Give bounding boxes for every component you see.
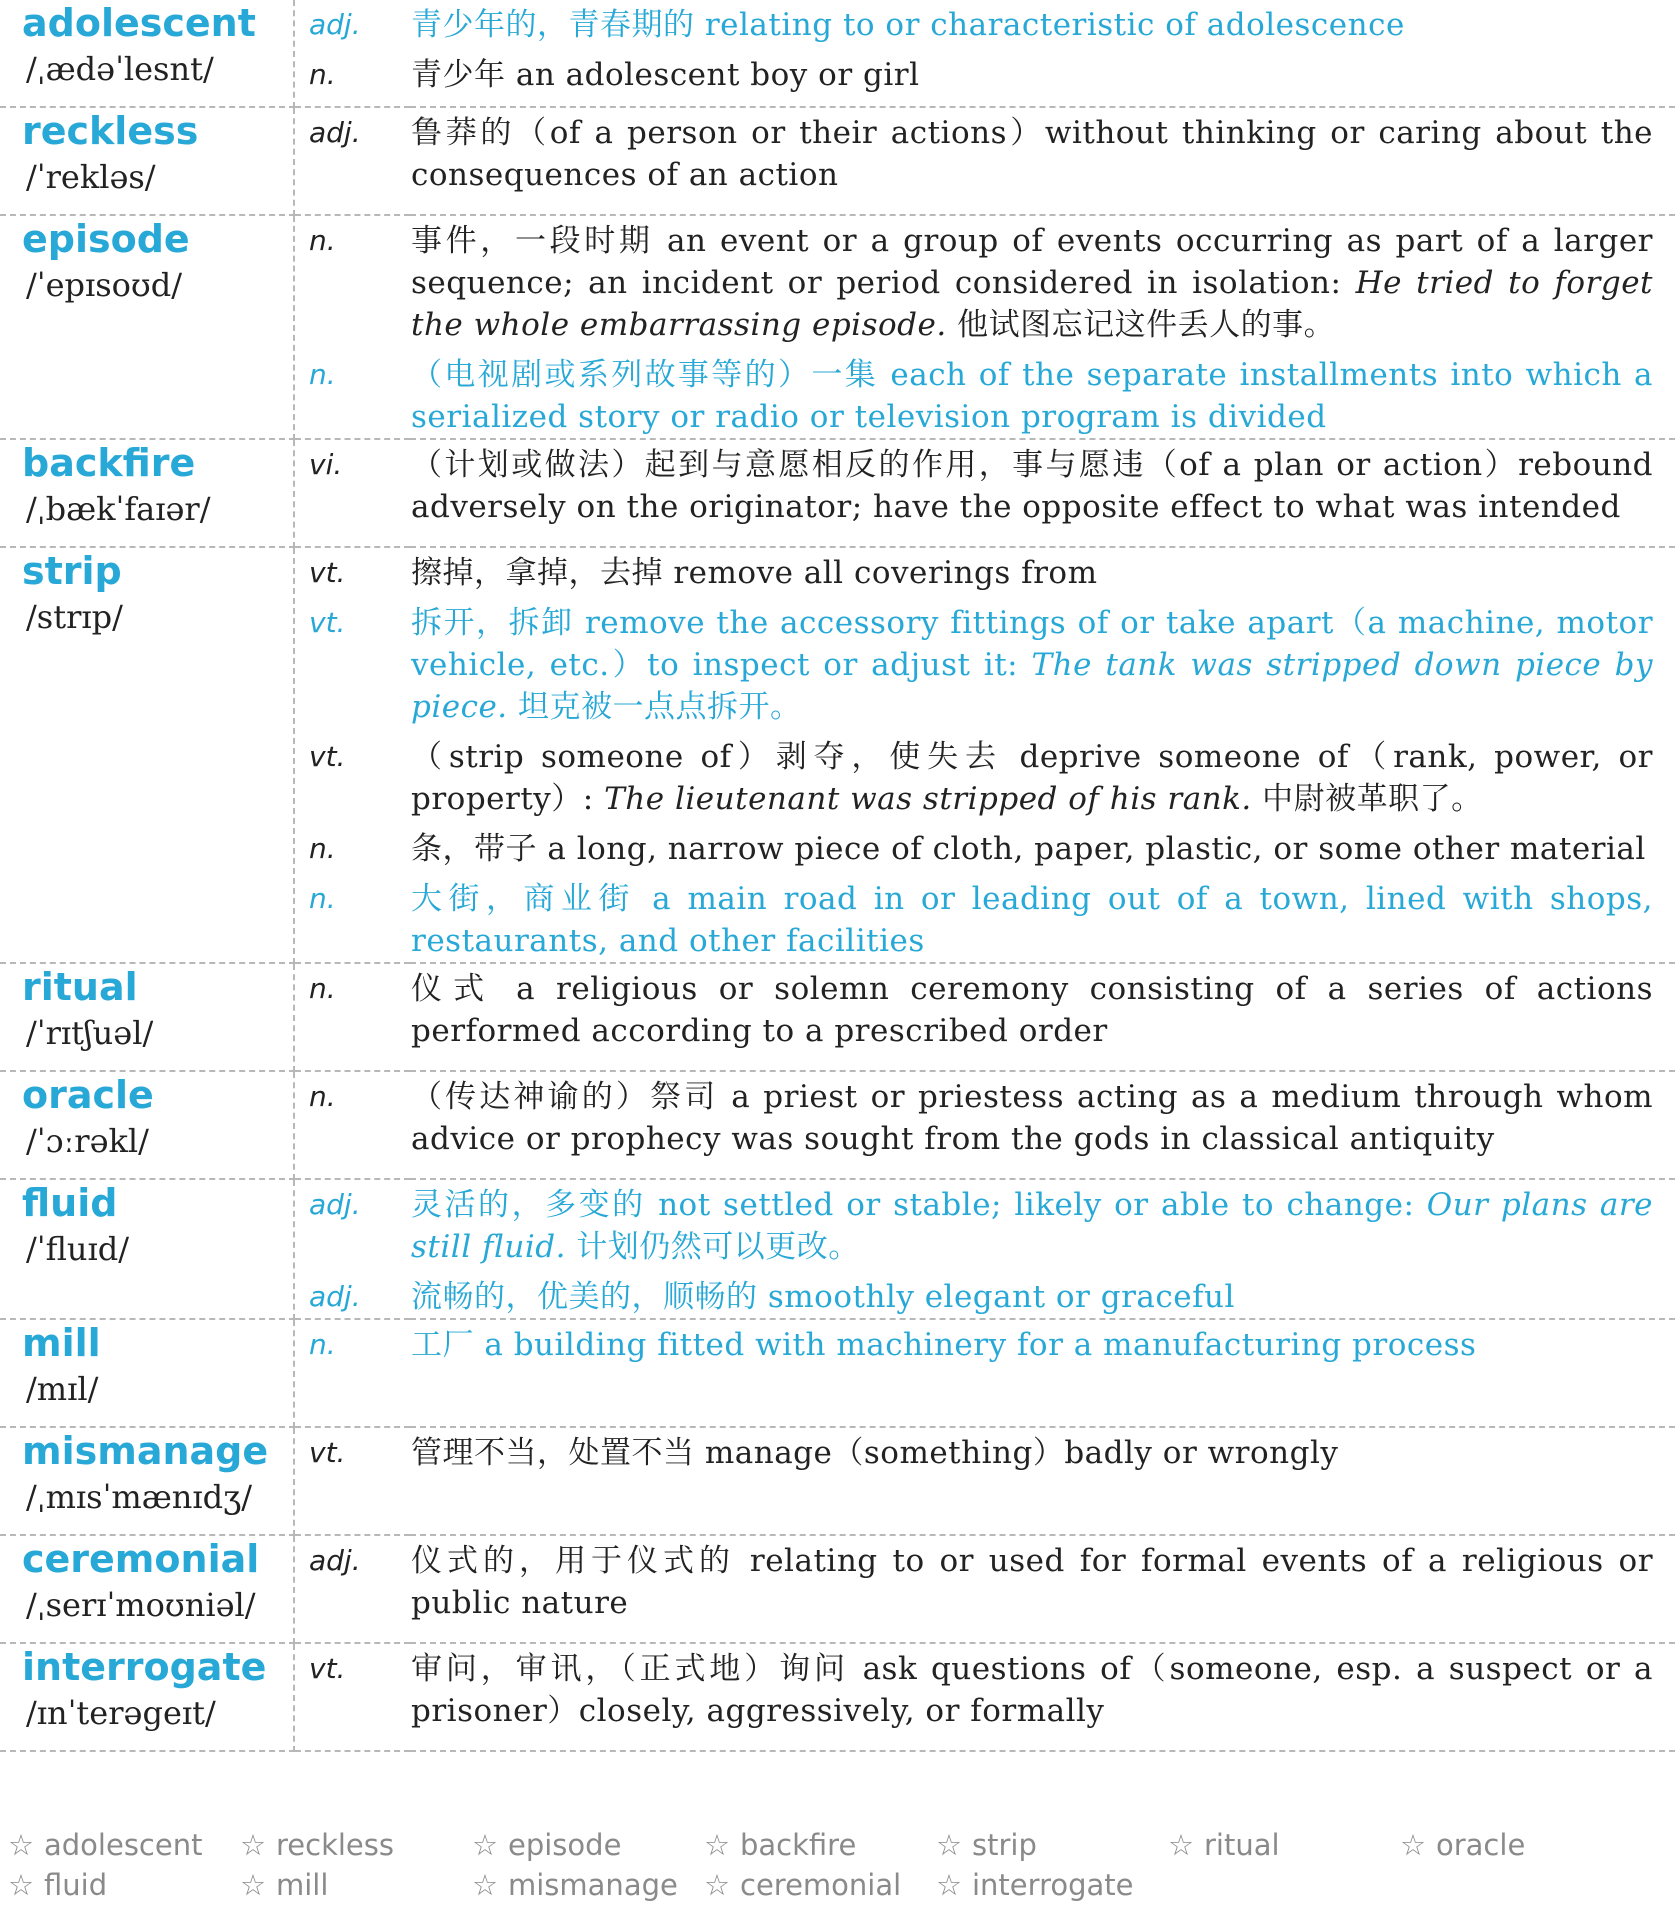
checklist-word: fluid [44, 1868, 108, 1902]
definition [411, 878, 1675, 962]
part-of-speech: vt. [309, 1652, 346, 1685]
checklist-word: adolescent [44, 1828, 203, 1862]
part-of-speech: vt. [309, 556, 346, 589]
definition-text: 流畅的，优美的，顺畅的 smoothly elegant or graceful [411, 1279, 1235, 1315]
definition-text: （计划或做法）起到与意愿相反的作用，事与愿违（of a plan or action）rebound adversely on the originator; have the opposite effect to what was intended [411, 447, 1654, 525]
phonetic: /ˈepɪsoʊd/ [26, 266, 183, 304]
checklist-word: reckless [276, 1828, 394, 1862]
definition [411, 968, 1675, 1052]
definition-text: （传达神谕的）祭司 a priest or priestess acting as a medium through whom advice or prophecy was sought from the gods in classical antiquity [411, 1079, 1654, 1157]
checklist-row [0, 1828, 1675, 1868]
checklist-word: episode [508, 1828, 622, 1862]
entry-row [0, 439, 1675, 547]
definition [411, 354, 1675, 438]
example-sentence: The tank was stripped down piece by piece. [411, 647, 1653, 725]
definition-text: 大街，商业街 a main road in or leading out of a town, lined with shops, restaurants, and other facilities [411, 881, 1654, 959]
star-icon: ☆ [704, 1868, 730, 1902]
definition-text: （strip someone of）剥夺，使失去 deprive someone of（rank, power, or property）: [411, 739, 1654, 817]
definition [411, 736, 1675, 820]
definition [411, 220, 1675, 346]
entry-row [0, 107, 1675, 215]
definition-text: 仪式 a religious or solemn ceremony consisting of a series of actions performed according to a prescribed order [411, 971, 1654, 1049]
part-of-speech: vi. [309, 448, 343, 481]
headword-cell [0, 1535, 294, 1643]
phonetic: /ˈfluɪd/ [26, 1230, 130, 1268]
sense [295, 108, 1675, 196]
part-of-speech: vt. [309, 606, 346, 639]
checklist-word: backfire [740, 1828, 857, 1862]
sense [295, 602, 1675, 728]
headword: mill [22, 1321, 101, 1365]
senses-cell [294, 215, 1675, 439]
part-of-speech: n. [309, 972, 336, 1005]
sense [295, 1276, 1675, 1318]
definition [411, 1276, 1675, 1318]
headword-cell [0, 0, 294, 107]
entry-row [0, 547, 1675, 963]
star-icon: ☆ [240, 1828, 266, 1862]
headword-cell [0, 1179, 294, 1319]
checklist-item[interactable] [8, 1868, 107, 1902]
definition-text: 仪式的，用于仪式的 relating to or used for formal events of a religious or public nature [411, 1543, 1654, 1621]
headword-cell [0, 1427, 294, 1535]
headword: reckless [22, 109, 199, 153]
phonetic: /mɪl/ [26, 1370, 99, 1408]
checklist-row [0, 1868, 1675, 1908]
sense [295, 1644, 1675, 1732]
definition [411, 552, 1675, 594]
star-icon: ☆ [1400, 1828, 1426, 1862]
part-of-speech: vt. [309, 1436, 346, 1469]
phonetic: /ˌmɪsˈmænɪdʒ/ [26, 1478, 252, 1516]
definition-text: 擦掉，拿掉，去掉 remove all coverings from [411, 555, 1098, 591]
checklist-word: ritual [1204, 1828, 1280, 1862]
senses-cell [294, 963, 1675, 1071]
sense [295, 216, 1675, 346]
star-icon: ☆ [240, 1868, 266, 1902]
senses-cell [294, 1427, 1675, 1535]
entry-row [0, 0, 1675, 107]
headword: backfire [22, 441, 196, 485]
phonetic: /ˈrekləs/ [26, 158, 156, 196]
headword: episode [22, 217, 190, 261]
definition [411, 602, 1675, 728]
part-of-speech: adj. [309, 1544, 361, 1577]
definition-text: 鲁莽的（of a person or their actions）without thinking or caring about the consequences of an action [411, 115, 1654, 193]
headword: ceremonial [22, 1537, 260, 1581]
sense [295, 440, 1675, 528]
definition-text: 青少年 an adolescent boy or girl [411, 57, 920, 93]
sense [295, 1536, 1675, 1624]
word-checklist [0, 1828, 1675, 1908]
definition-text: 审问，审讯，（正式地）询问 ask questions of（someone, esp. a suspect or a prisoner）closely, aggressively, or formally [411, 1651, 1654, 1729]
headword: fluid [22, 1181, 118, 1225]
star-icon: ☆ [8, 1868, 34, 1902]
senses-cell [294, 439, 1675, 547]
star-icon: ☆ [1168, 1828, 1194, 1862]
senses-cell [294, 0, 1675, 107]
sense [295, 878, 1675, 962]
star-icon: ☆ [704, 1828, 730, 1862]
senses-cell [294, 1319, 1675, 1427]
example-translation: 坦克被一点点拆开。 [518, 689, 802, 725]
star-icon: ☆ [472, 1828, 498, 1862]
definition-text: （电视剧或系列故事等的）一集 each of the separate installments into which a serialized story or radio or television program is divided [411, 357, 1654, 435]
definition [411, 1540, 1675, 1624]
headword-cell [0, 547, 294, 963]
phonetic: /ˈɔːrəkl/ [26, 1122, 149, 1160]
example-sentence: The lieutenant was stripped of his rank. [604, 781, 1252, 817]
sense [295, 0, 1675, 46]
headword: adolescent [22, 1, 256, 45]
sense [295, 1428, 1675, 1474]
checklist-item[interactable] [240, 1828, 394, 1862]
definition-text: 管理不当，处置不当 manage（something）badly or wrongly [411, 1435, 1339, 1471]
sense [295, 736, 1675, 820]
senses-cell [294, 547, 1675, 963]
sense [295, 964, 1675, 1052]
phonetic: /strɪp/ [26, 598, 123, 636]
phonetic: /ɪnˈterəgeɪt/ [26, 1694, 216, 1732]
part-of-speech: n. [309, 882, 336, 915]
headword: mismanage [22, 1429, 269, 1473]
senses-cell [294, 1071, 1675, 1179]
sense [295, 1320, 1675, 1366]
entry-row [0, 1319, 1675, 1427]
example-translation: 中尉被革职了。 [1262, 781, 1483, 817]
example-translation: 计划仍然可以更改。 [576, 1229, 860, 1265]
senses-cell [294, 107, 1675, 215]
headword: oracle [22, 1073, 154, 1117]
part-of-speech: n. [309, 832, 336, 865]
star-icon: ☆ [8, 1828, 34, 1862]
sense [295, 54, 1675, 96]
checklist-item[interactable] [8, 1828, 202, 1862]
headword-cell [0, 107, 294, 215]
headword: strip [22, 549, 122, 593]
senses-cell [294, 1643, 1675, 1751]
definition [411, 444, 1675, 528]
checklist-word: oracle [1436, 1828, 1526, 1862]
entry-row [0, 1427, 1675, 1535]
part-of-speech: vt. [309, 740, 346, 773]
sense [295, 828, 1675, 870]
example-sentence: He tried to forget the whole embarrassing episode. [411, 265, 1654, 343]
definition [411, 54, 1675, 96]
star-icon: ☆ [936, 1828, 962, 1862]
checklist-word: interrogate [972, 1868, 1134, 1902]
definition [411, 1076, 1675, 1160]
checklist-item[interactable] [704, 1828, 856, 1862]
checklist-item[interactable] [936, 1828, 1037, 1862]
phonetic: /ˌbækˈfaɪər/ [26, 490, 211, 528]
sense [295, 1072, 1675, 1160]
headword-cell [0, 1071, 294, 1179]
entry-row [0, 1643, 1675, 1751]
example-sentence: Our plans are still fluid. [411, 1187, 1654, 1265]
checklist-word: strip [972, 1828, 1037, 1862]
definition-text: 青少年的，青春期的 relating to or characteristic of adolescence [411, 7, 1405, 43]
definition [411, 1648, 1675, 1732]
headword-cell [0, 1319, 294, 1427]
checklist-item[interactable] [936, 1868, 1133, 1902]
definition [411, 112, 1675, 196]
headword-cell [0, 963, 294, 1071]
entry-row [0, 1535, 1675, 1643]
definition-text: 条，带子 a long, narrow piece of cloth, paper, plastic, or some other material [411, 831, 1646, 867]
headword-cell [0, 1643, 294, 1751]
definition-text: 事件，一段时期 an event or a group of events occurring as part of a larger sequence; an incident or period considered in isolation: [411, 223, 1654, 301]
checklist-word: ceremonial [740, 1868, 902, 1902]
headword: interrogate [22, 1645, 267, 1689]
star-icon: ☆ [472, 1868, 498, 1902]
definition-text: 工厂 a building fitted with machinery for a manufacturing process [411, 1327, 1477, 1363]
part-of-speech: adj. [309, 1188, 361, 1221]
sense [295, 1180, 1675, 1268]
definition [411, 1432, 1675, 1474]
entry-row [0, 1179, 1675, 1319]
checklist-word: mismanage [508, 1868, 678, 1902]
entry-row [0, 215, 1675, 439]
part-of-speech: n. [309, 58, 336, 91]
part-of-speech: adj. [309, 1280, 361, 1313]
definition-text: 灵活的，多变的 not settled or stable; likely or able to change: [411, 1187, 1415, 1223]
checklist-item[interactable] [240, 1868, 328, 1902]
definition [411, 828, 1675, 870]
phonetic: /ˌædəˈlesnt/ [26, 50, 214, 88]
senses-cell [294, 1535, 1675, 1643]
part-of-speech: n. [309, 224, 336, 257]
entry-row [0, 963, 1675, 1071]
definition [411, 1184, 1675, 1268]
phonetic: /ˌserɪˈmoʊniəl/ [26, 1586, 256, 1624]
part-of-speech: n. [309, 358, 336, 391]
phonetic: /ˈrɪtʃuəl/ [26, 1014, 154, 1052]
part-of-speech: n. [309, 1328, 336, 1361]
checklist-item[interactable] [472, 1828, 621, 1862]
definition [411, 4, 1675, 46]
sense [295, 354, 1675, 438]
headword-cell [0, 215, 294, 439]
headword: ritual [22, 965, 138, 1009]
part-of-speech: n. [309, 1080, 336, 1113]
example-translation: 他试图忘记这件丢人的事。 [957, 307, 1336, 343]
star-icon: ☆ [936, 1868, 962, 1902]
headword-cell [0, 439, 294, 547]
definition [411, 1324, 1675, 1366]
definition-text: 拆开，拆卸 remove the accessory fittings of or take apart（a machine, motor vehicle, etc.）to inspect or adjust it: [411, 605, 1654, 683]
sense [295, 548, 1675, 594]
entry-row [0, 1071, 1675, 1179]
senses-cell [294, 1179, 1675, 1319]
checklist-word: mill [276, 1868, 329, 1902]
part-of-speech: adj. [309, 8, 361, 41]
checklist-item[interactable] [472, 1868, 678, 1902]
part-of-speech: adj. [309, 116, 361, 149]
checklist-item[interactable] [1168, 1828, 1280, 1862]
checklist-item[interactable] [1400, 1828, 1525, 1862]
checklist-item[interactable] [704, 1868, 901, 1902]
